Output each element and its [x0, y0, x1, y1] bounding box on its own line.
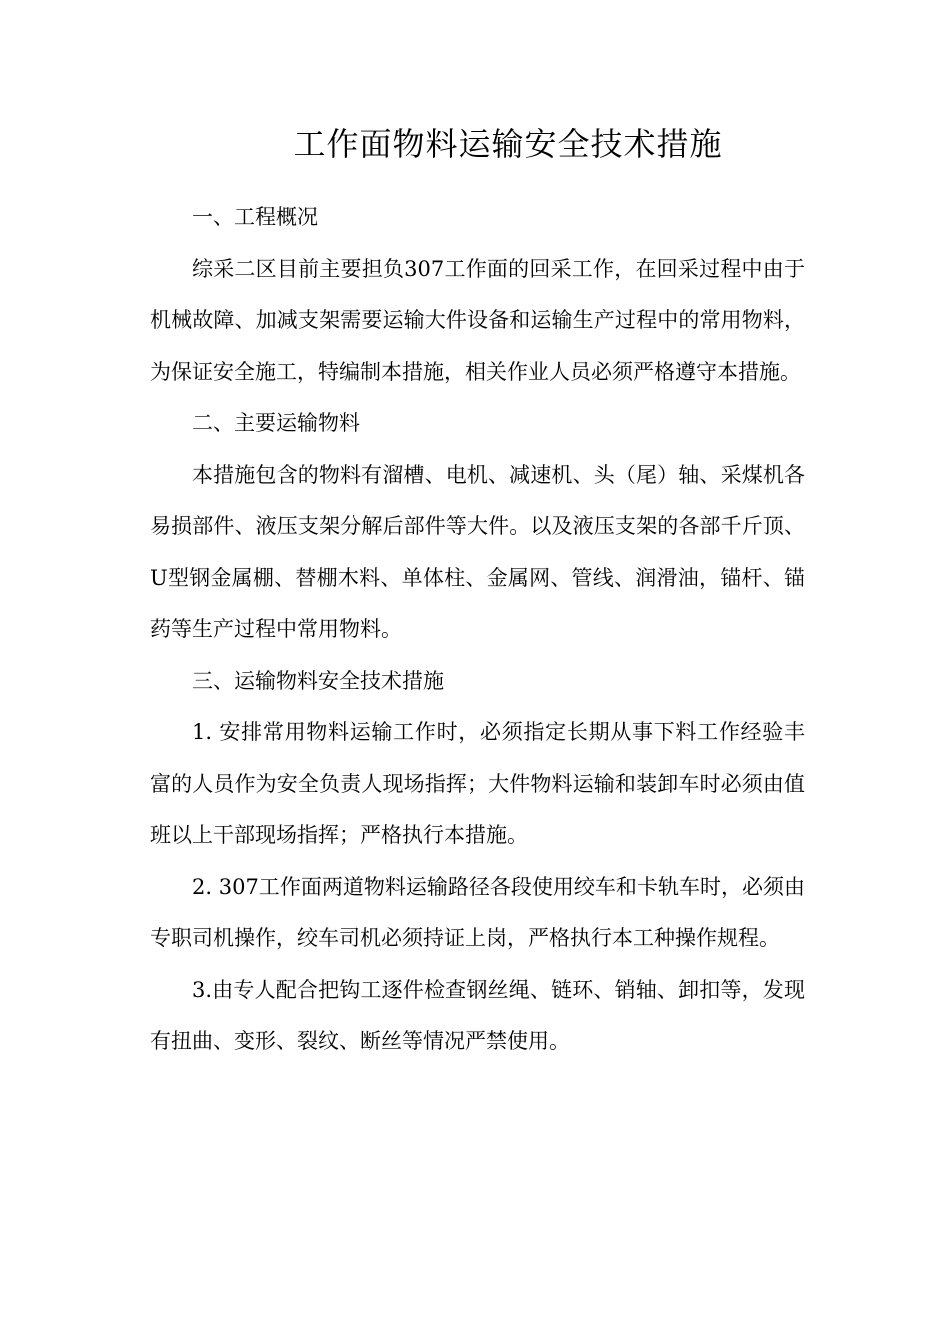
paragraph-measure-3: 3.由专人配合把钩工逐件检查钢丝绳、链环、销轴、卸扣等，发现有扭曲、变形、裂纹、断丝等情况严禁使用。: [150, 977, 805, 1053]
document-title: 工作面物料运输安全技术措施: [293, 125, 723, 163]
document-body: [150, 192, 805, 1068]
section-heading-materials: 二、主要运输物料: [192, 411, 360, 435]
paragraph-overview: 综采二区目前主要担负307工作面的回采工作，在回采过程中由于机械故障、加减支架需要运输大件设备和运输生产过程中的常用物料，为保证安全施工，特编制本措施，相关作业人员必须严格遵守本措施。: [150, 256, 805, 384]
section-heading-overview: 一、工程概况: [192, 205, 318, 229]
section-heading-measures: 三、运输物料安全技术措施: [192, 668, 444, 693]
paragraph-measure-2: 2. 307工作面两道物料运输路径各段使用绞车和卡轨车时，必须由专职司机操作，绞车司机必须持证上岗，严格执行本工种操作规程。: [150, 874, 805, 950]
paragraph-measure-1: 1. 安排常用物料运输工作时，必须指定长期从事下料工作经验丰富的人员作为安全负责人现场指挥；大件物料运输和装卸车时必须由值班以上干部现场指挥；严格执行本措施。: [150, 720, 805, 847]
paragraph-materials: 本措施包含的物料有溜槽、电机、减速机、头（尾）轴、采煤机各易损部件、液压支架分解后部件等大件。以及液压支架的各部千斤顶、U型钢金属棚、替棚木料、单体柱、金属网、管线、润滑油，锚杆、锚药等生产过程中常用物料。: [150, 462, 805, 641]
